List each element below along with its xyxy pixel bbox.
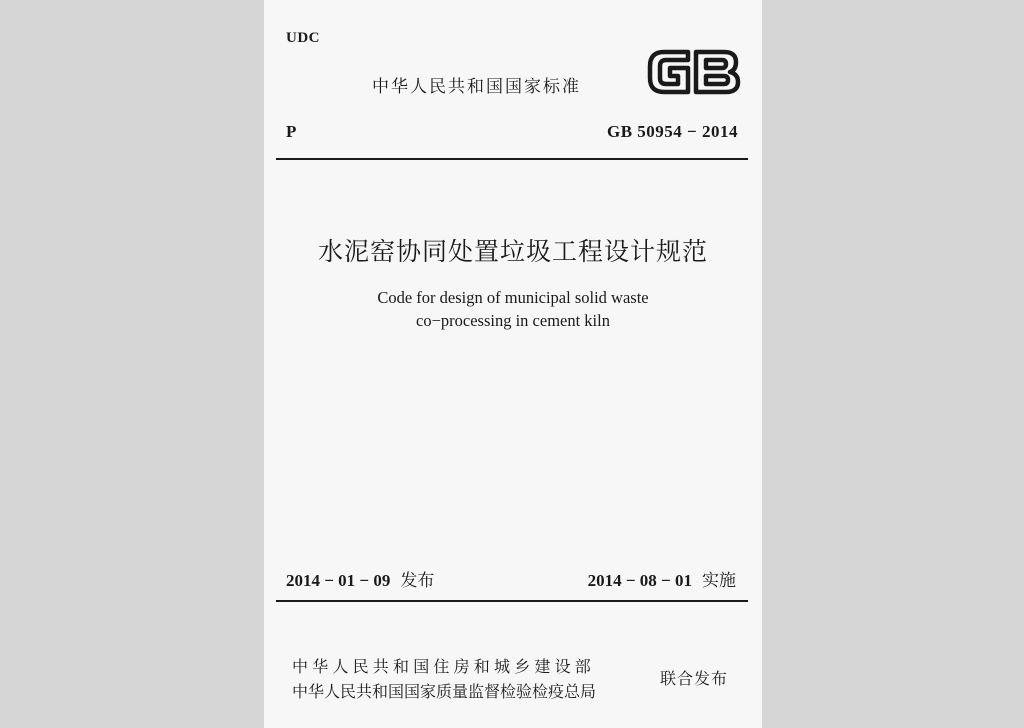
standard-number: GB 50954 − 2014: [607, 122, 738, 141]
udc-label: UDC: [286, 30, 320, 46]
title-english: [264, 286, 762, 332]
classification-code: P: [286, 122, 297, 141]
effective-date-block: [588, 566, 736, 591]
effective-label: 实施: [702, 571, 736, 591]
effective-date: 2014 − 08 − 01: [587, 571, 692, 590]
issue-label: 发布: [400, 571, 435, 591]
gb-logo-icon: [644, 44, 742, 100]
issuer-ministry-2: 中华人民共和国国家质量监督检验检疫总局: [292, 682, 597, 701]
issuer-ministry-1: 中华人民共和国住房和城乡建设部: [292, 657, 596, 676]
issue-date-block: [286, 566, 434, 591]
title-english-line-2: co−processing in cement kiln: [416, 311, 610, 330]
title-chinese: 水泥窑协同处置垃圾工程设计规范: [317, 237, 708, 266]
national-standard-heading: 中华人民共和国国家标准: [372, 77, 581, 97]
issuers-list: [292, 654, 596, 704]
issue-date: 2014 − 01 − 09: [286, 571, 391, 590]
header-divider: [276, 158, 748, 160]
title-english-line-1: Code for design of municipal solid waste: [377, 288, 649, 307]
footer-divider: [276, 600, 748, 602]
document-cover: [264, 0, 762, 728]
joint-release-label: 联合发布: [660, 669, 729, 688]
